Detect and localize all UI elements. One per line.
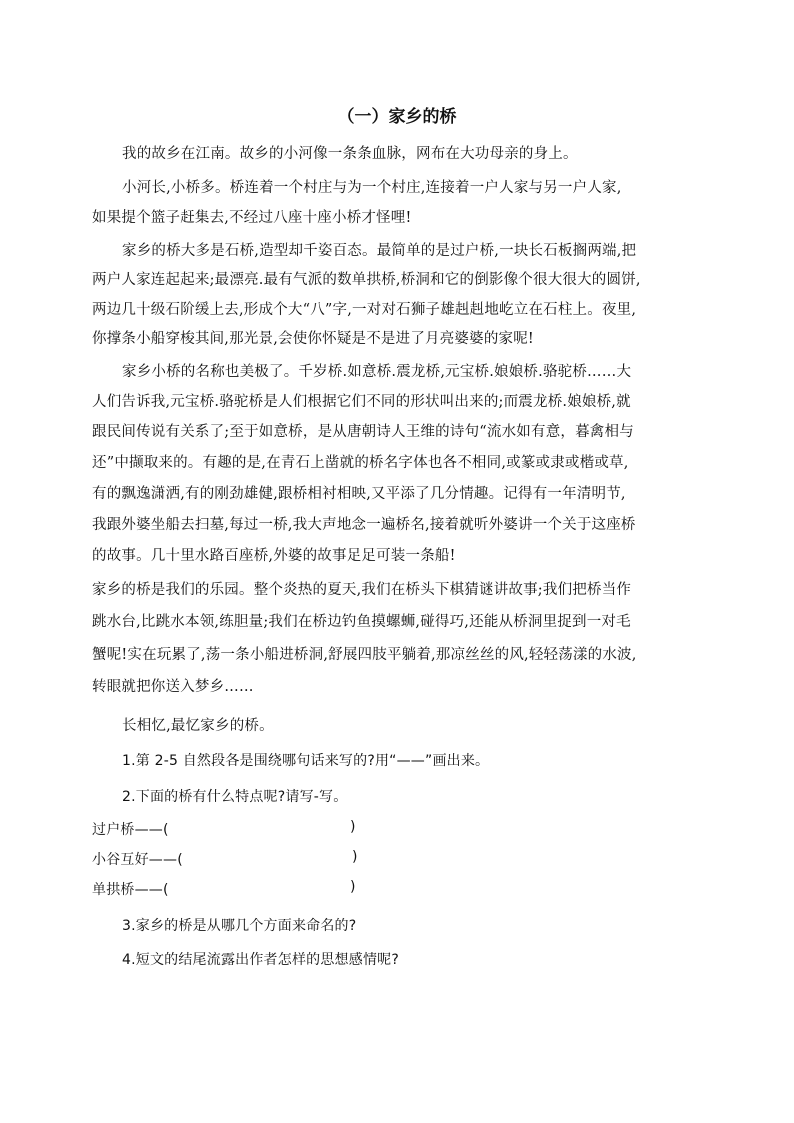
paragraph-4-line-7: 的故事。几十里水路百座桥,外婆的故事足足可装一条船!	[92, 548, 456, 564]
paragraph-4-line-3: 跟民间传说有关系了;至于如意桥，是从唐朝诗人王维的诗句“流水如有意，暮禽相与	[92, 424, 634, 440]
fill-close-3: )	[350, 879, 356, 895]
paragraph-2-line-1: 小河长,小桥多。桥连着一个村庄与为一个村庄,连接着一户人家与另一户人家,	[122, 180, 622, 196]
paragraph-5-line-1: 家乡的桥是我们的乐园。整个炎热的夏天,我们在桥头下棋猜谜讲故事;我们把桥当作	[92, 582, 632, 598]
paragraph-5-line-4: 转眼就把你送入梦乡……	[92, 679, 254, 695]
paragraph-5-line-2: 跳水台,比跳水本领,练胆量;我们在桥边钓鱼摸螺蛳,碰得巧,还能从桥洞里捉到一对毛	[92, 614, 631, 630]
paragraph-2-line-2: 如果提个篮子赶集去,不经过八座十座小桥才怪哩!	[92, 210, 412, 226]
paragraph-4-line-5: 有的飘逸潇洒,有的刚劲雄健,跟桥相衬相映,又平添了几分情趣。记得有一年清明节,	[92, 486, 626, 502]
fill-label-1: 过户桥——(	[92, 822, 169, 838]
question-3: 3.家乡的桥是从哪几个方面来命名的?	[122, 918, 357, 934]
fill-close-2: )	[352, 849, 358, 865]
question-2: 2.下面的桥有什么特点呢?请写-写。	[122, 789, 348, 805]
fill-label-3: 单拱桥——(	[92, 882, 169, 898]
paragraph-4-line-6: 我跟外婆坐船去扫墓,每过一桥,我大声地念一遍桥名,接着就听外婆讲一个关于这座桥	[92, 517, 636, 533]
paragraph-5-line-3: 蟹呢!实在玩累了,荡一条小船进桥洞,舒展四肢平躺着,那凉丝丝的风,轻轻荡漾的水波,	[92, 647, 637, 663]
document-title: （一）家乡的桥	[337, 107, 457, 127]
paragraph-4-line-2: 人们告诉我,元宝桥.骆驼桥是人们根据它们不同的形状叫出来的;而震龙桥.娘娘桥,就	[92, 394, 631, 410]
fill-row-3	[92, 879, 712, 899]
fill-row-2	[92, 849, 712, 869]
fill-label-2: 小谷互好——(	[92, 852, 183, 868]
paragraph-3-line-2: 两户人家连起起来;最漂亮.最有气派的数单拱桥,桥洞和它的倒影像个很大很大的圆饼,	[92, 272, 641, 288]
paragraph-3-line-3: 两边几十级石阶缓上去,形成个大“八”字,一对对石狮子雄赳赳地屹立在石柱上。夜里,	[92, 302, 637, 318]
paragraph-3-line-4: 你撑条小船穿梭其间,那光景,会使你怀疑是不是进了月亮婆婆的家呢!	[92, 331, 534, 347]
question-4: 4.短文的结尾流露出作者怎样的思想感情呢?	[122, 952, 399, 968]
fill-row-1	[92, 819, 712, 839]
paragraph-1-line-1: 我的故乡在江南。故乡的小河像一条条血脉，网布在大功母亲的身上。	[122, 146, 578, 162]
paragraph-4-line-4: 还”中撷取来的。有趣的是,在青石上凿就的桥名字体也各不相同,或篆或隶或楷或草,	[92, 455, 629, 471]
question-1: 1.第 2-5 自然段各是围绕哪句话来写的?用“——”画出来。	[122, 753, 490, 769]
paragraph-6-line-1: 长相忆,最忆家乡的桥。	[122, 718, 274, 734]
paragraph-4-line-1: 家乡小桥的名称也美极了。千岁桥.如意桥.震龙桥,元宝桥.娘娘桥.骆驼桥……大	[122, 364, 632, 380]
fill-close-1: )	[350, 819, 356, 835]
paragraph-3-line-1: 家乡的桥大多是石桥,造型却千姿百态。最简单的是过户桥,一块长石板搁两端,把	[122, 243, 637, 259]
